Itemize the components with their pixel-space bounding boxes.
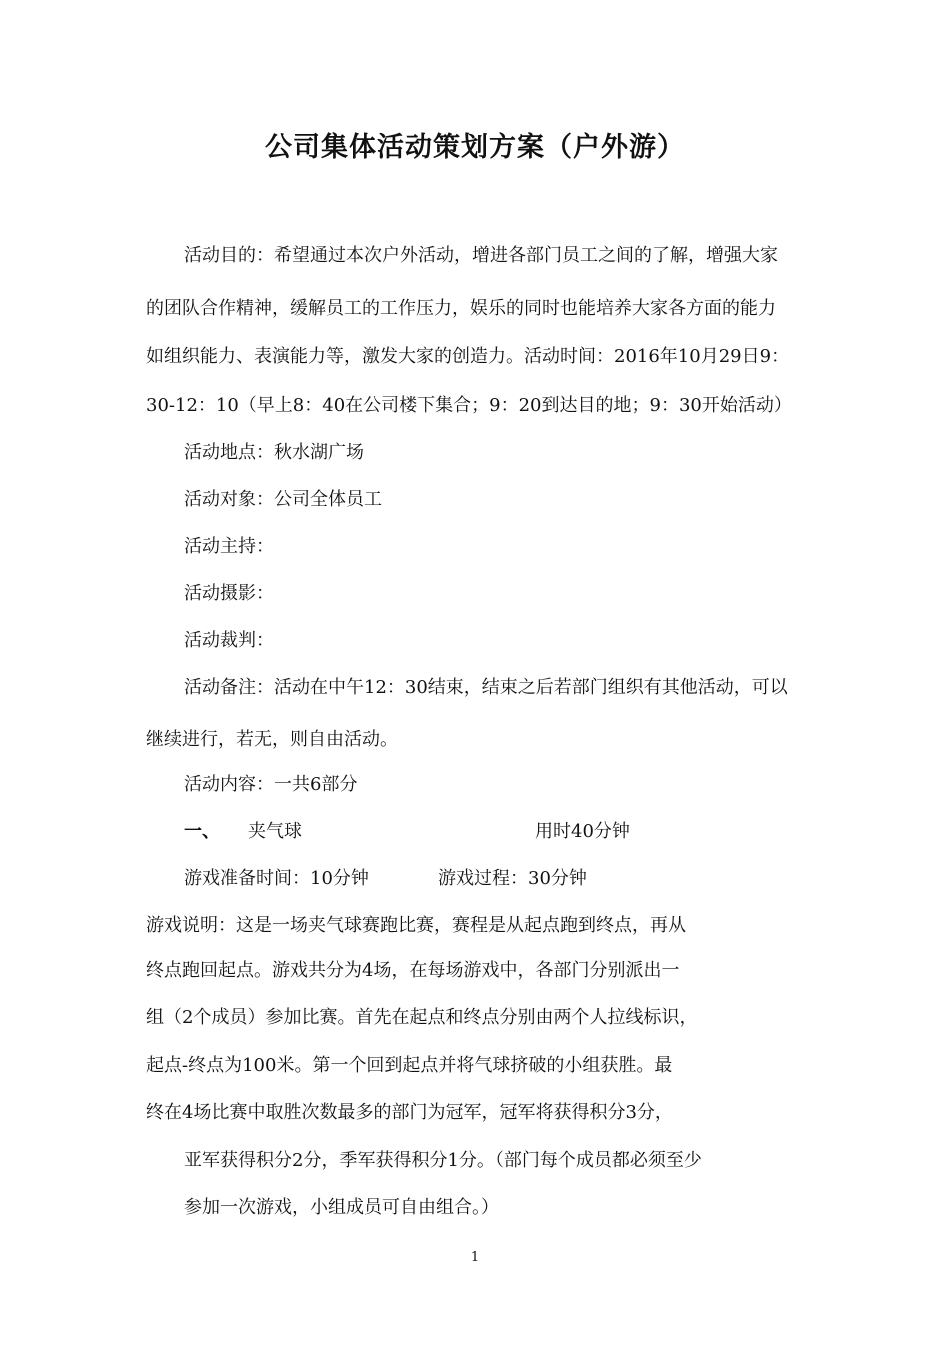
purpose-line-2: 的团队合作精神，缓解员工的工作压力，娱乐的同时也能培养大家各方面的能力 (146, 298, 776, 319)
purpose-line-4: 30-12：10（早上8：40在公司楼下集合；9：20到达目的地；9：30开始活动） (146, 395, 792, 416)
section-1-process-time: 游戏过程：30分钟 (438, 868, 587, 889)
section-1-name: 夹气球 (248, 821, 302, 842)
location-line: 活动地点：秋水湖广场 (184, 442, 364, 463)
game-desc-line-5: 终在4场比赛中取胜次数最多的部门为冠军，冠军将获得积分3分， (146, 1102, 673, 1123)
game-desc-line-1: 游戏说明：这是一场夹气球赛跑比赛，赛程是从起点跑到终点，再从 (146, 915, 686, 936)
game-desc-line-3: 组（2个成员）参加比赛。首先在起点和终点分别由两个人拉线标识， (146, 1007, 698, 1028)
page-number: 1 (470, 1250, 480, 1265)
game-desc-line-7: 参加一次游戏，小组成员可自由组合。） (184, 1197, 499, 1218)
audience-line: 活动对象：公司全体员工 (184, 489, 382, 510)
remarks-line-1: 活动备注：活动在中午12：30结束，结束之后若部门组织有其他活动，可以 (184, 677, 788, 698)
game-desc-line-4: 起点-终点为100米。第一个回到起点并将气球挤破的小组获胜。最 (146, 1055, 673, 1076)
game-desc-line-6: 亚军获得积分2分，季军获得积分1分。（部门每个成员都必须至少 (184, 1150, 702, 1171)
game-desc-line-2: 终点跑回起点。游戏共分为4场，在每场游戏中，各部门分别派出一 (146, 960, 680, 981)
purpose-line-3: 如组织能力、表演能力等，激发大家的创造力。活动时间：2016年10月29日9： (146, 346, 790, 367)
photography-line: 活动摄影： (184, 583, 274, 604)
purpose-line-1: 活动目的：希望通过本次户外活动，增进各部门员工之间的了解，增强大家 (184, 245, 778, 266)
section-1-duration: 用时40分钟 (535, 821, 630, 842)
referee-line: 活动裁判： (184, 630, 274, 651)
remarks-line-2: 继续进行，若无，则自由活动。 (146, 729, 398, 750)
content-summary-line: 活动内容：一共6部分 (184, 774, 358, 795)
host-line: 活动主持： (184, 536, 274, 557)
document-title: 公司集体活动策划方案（户外游） (265, 132, 685, 163)
section-1-number: 一、 (184, 821, 220, 842)
section-1-prep-time: 游戏准备时间：10分钟 (184, 868, 369, 889)
